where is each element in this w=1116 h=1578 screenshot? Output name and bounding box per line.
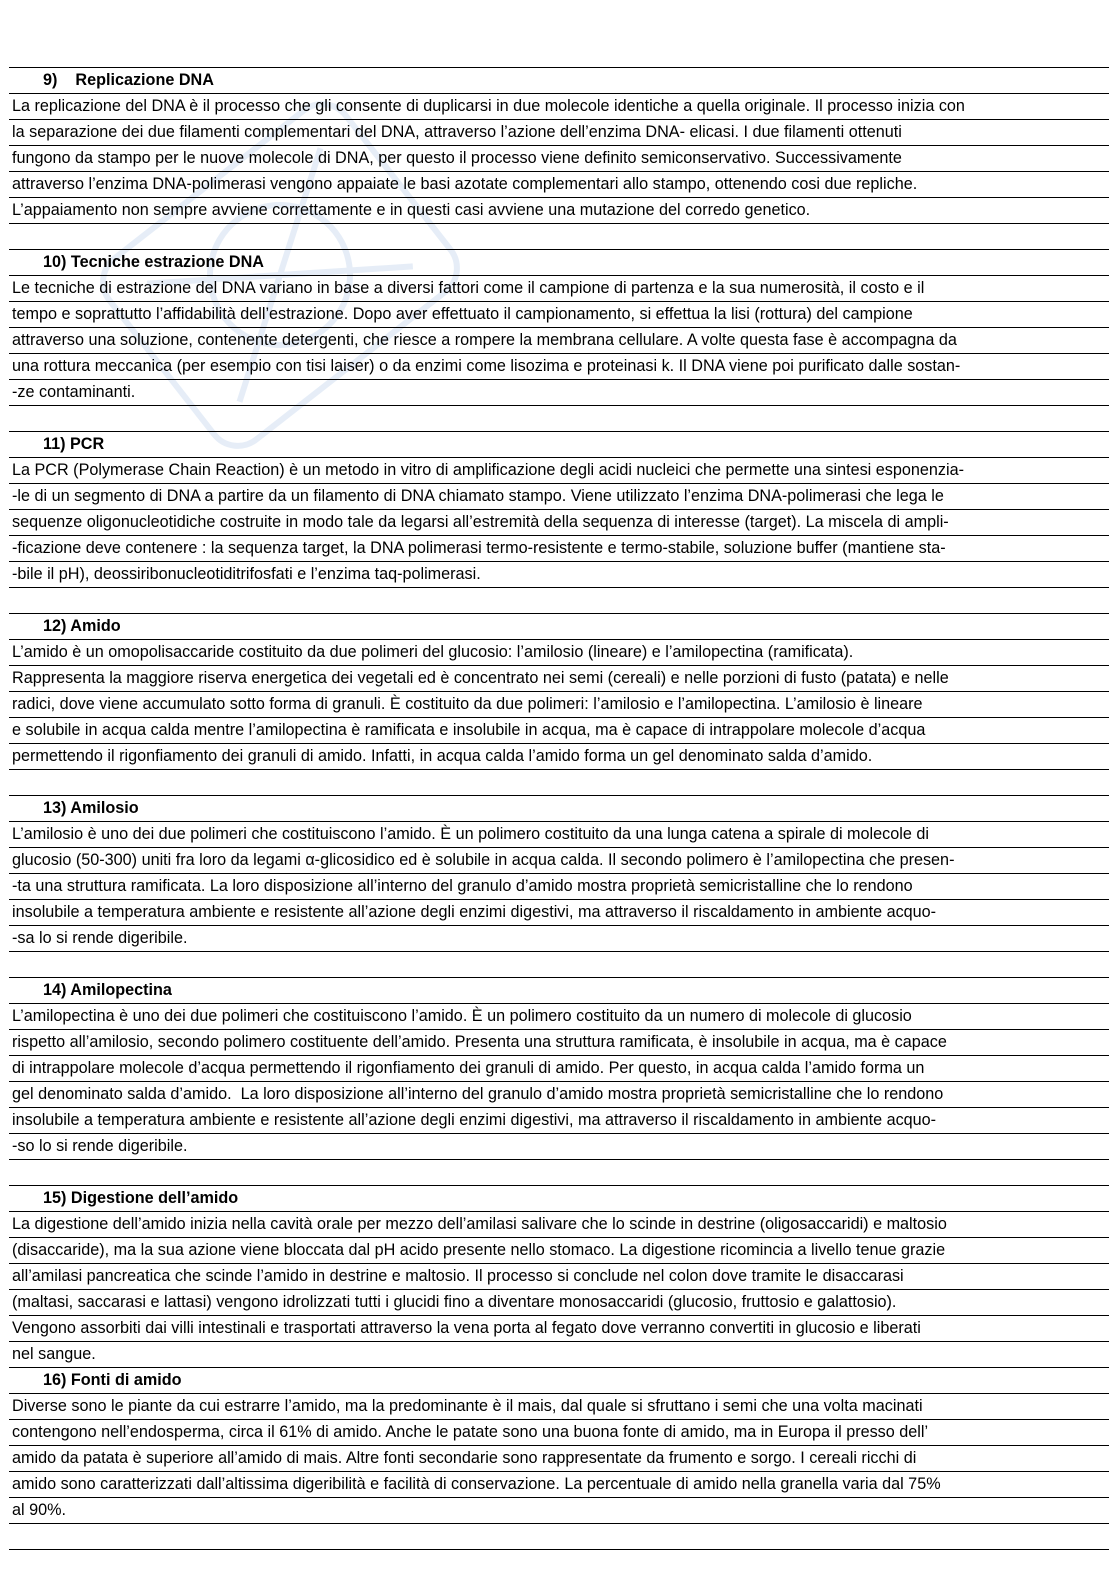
paragraph-line: attraverso una soluzione, contenente detergenti, che riesce a rompere la membrana cellulare. A volte questa fase è accompagna da bbox=[9, 327, 1109, 353]
paragraph-line: La replicazione del DNA è il processo che gli consente di duplicarsi in due molecole identiche a quella originale. Il processo inizia con bbox=[9, 93, 1109, 119]
paragraph-line: Vengono assorbiti dai villi intestinali e trasportati attraverso la vena porta al fegato dove verranno convertiti in glucosio e liberati bbox=[9, 1315, 1109, 1341]
blank-row bbox=[9, 223, 1109, 249]
paragraph-line: La digestione dell’amido inizia nella cavità orale per mezzo dell’amilasi salivare che lo scinde in destrine (oligosaccaridi) e maltosio bbox=[9, 1211, 1109, 1237]
paragraph-line: -sa lo si rende digeribile. bbox=[9, 925, 1109, 951]
paragraph-line: -ta una struttura ramificata. La loro disposizione all’interno del granulo d’amido mostra proprietà semicristalline che lo rendono bbox=[9, 873, 1109, 899]
paragraph-line: rispetto all’amilosio, secondo polimero costituente dell’amido. Presenta una struttura ramificata, è insolubile in acqua, ma è capace bbox=[9, 1029, 1109, 1055]
paragraph-line: -so lo si rende digeribile. bbox=[9, 1133, 1109, 1159]
paragraph-line: -bile il pH), deossiribonucleotiditrifosfati e l’enzima taq-polimerasi. bbox=[9, 561, 1109, 587]
paragraph-line: tempo e soprattutto l’affidabilità dell’estrazione. Dopo aver effettuato il campionamento, si effettua la lisi (rottura) del campione bbox=[9, 301, 1109, 327]
paragraph-line: fungono da stampo per le nuove molecole di DNA, per questo il processo viene definito semiconservativo. Successivamente bbox=[9, 145, 1109, 171]
paragraph-line: La PCR (Polymerase Chain Reaction) è un metodo in vitro di amplificazione degli acidi nucleici che permette una sintesi esponenzia- bbox=[9, 457, 1109, 483]
section-heading: 12) Amido bbox=[9, 613, 1109, 639]
section-heading: 15) Digestione dell’amido bbox=[9, 1185, 1109, 1211]
section-heading: 10) Tecniche estrazione DNA bbox=[9, 249, 1109, 275]
paragraph-line: insolubile a temperatura ambiente e resistente all’azione degli enzimi digestivi, ma attraverso il riscaldamento in ambiente acquo- bbox=[9, 899, 1109, 925]
blank-row bbox=[9, 769, 1109, 795]
table-bottom-border bbox=[9, 1549, 1109, 1550]
paragraph-line: L’appaiamento non sempre avviene correttamente e in questi casi avviene una mutazione del corredo genetico. bbox=[9, 197, 1109, 223]
paragraph-line: all’amilasi pancreatica che scinde l’amido in destrine e maltosio. Il processo si conclude nel colon dove tramite le disaccarasi bbox=[9, 1263, 1109, 1289]
paragraph-line: radici, dove viene accumulato sotto forma di granuli. È costituito da due polimeri: l’amilosio e l’amilopectina. L’amilosio è lineare bbox=[9, 691, 1109, 717]
paragraph-line: amido sono caratterizzati dall’altissima digeribilità e facilità di conservazione. La percentuale di amido nella granella varia dal 75% bbox=[9, 1471, 1109, 1497]
paragraph-line: una rottura meccanica (per esempio con tisi laiser) o da enzimi come lisozima e proteinasi k. Il DNA viene poi purificato dalle sostan- bbox=[9, 353, 1109, 379]
paragraph-line: gel denominato salda d’amido. La loro disposizione all’interno del granulo d’amido mostra proprietà semicristalline che lo rendono bbox=[9, 1081, 1109, 1107]
paragraph-line: (maltasi, saccarasi e lattasi) vengono idrolizzati tutti i glucidi fino a diventare monosaccaridi (glucosio, fruttosio e galattosio). bbox=[9, 1289, 1109, 1315]
section-heading: 13) Amilosio bbox=[9, 795, 1109, 821]
paragraph-line: -le di un segmento di DNA a partire da un filamento di DNA chiamato stampo. Viene utilizzato l’enzima DNA-polimerasi che lega le bbox=[9, 483, 1109, 509]
blank-row bbox=[9, 405, 1109, 431]
paragraph-line: di intrappolare molecole d’acqua permettendo il rigonfiamento dei granuli di amido. Per questo, in acqua calda l’amido forma un bbox=[9, 1055, 1109, 1081]
blank-row bbox=[9, 1159, 1109, 1185]
paragraph-line: nel sangue. bbox=[9, 1341, 1109, 1367]
paragraph-line: la separazione dei due filamenti complementari del DNA, attraverso l’azione dell’enzima DNA- elicasi. I due filamenti ottenuti bbox=[9, 119, 1109, 145]
paragraph-line: Le tecniche di estrazione del DNA variano in base a diversi fattori come il campione di partenza e la sua numerosità, il costo e il bbox=[9, 275, 1109, 301]
paragraph-line: (disaccaride), ma la sua azione viene bloccata dal pH acido presente nello stomaco. La digestione ricomincia a livello tenue grazie bbox=[9, 1237, 1109, 1263]
paragraph-line: Diverse sono le piante da cui estrarre l’amido, ma la predominante è il mais, dal quale si sfruttano i semi che una volta macinati bbox=[9, 1393, 1109, 1419]
section-heading: 11) PCR bbox=[9, 431, 1109, 457]
paragraph-line: attraverso l’enzima DNA-polimerasi vengono appaiate le basi azotate complementari allo stampo, ottenendo cosi due repliche. bbox=[9, 171, 1109, 197]
section-heading: 9) Replicazione DNA bbox=[9, 67, 1109, 93]
paragraph-line: glucosio (50-300) uniti fra loro da legami α-glicosidico ed è solubile in acqua calda. Il secondo polimero è l’amilopectina che presen- bbox=[9, 847, 1109, 873]
paragraph-line: insolubile a temperatura ambiente e resistente all’azione degli enzimi digestivi, ma attraverso il riscaldamento in ambiente acquo- bbox=[9, 1107, 1109, 1133]
paragraph-line: e solubile in acqua calda mentre l’amilopectina è ramificata e insolubile in acqua, ma è capace di intrappolare molecole d’acqua bbox=[9, 717, 1109, 743]
paragraph-line: contengono nell’endosperma, circa il 61% di amido. Anche le patate sono una buona fonte di amido, ma in Europa il presso dell’ bbox=[9, 1419, 1109, 1445]
section-heading: 14) Amilopectina bbox=[9, 977, 1109, 1003]
paragraph-line: L’amido è un omopolisaccaride costituito da due polimeri del glucosio: l’amilosio (lineare) e l’amilopectina (ramificata). bbox=[9, 639, 1109, 665]
paragraph-line: L’amilopectina è uno dei due polimeri che costituiscono l’amido. È un polimero costituito da un numero di molecole di glucosio bbox=[9, 1003, 1109, 1029]
blank-row bbox=[9, 1523, 1109, 1549]
paragraph-line: L’amilosio è uno dei due polimeri che costituiscono l’amido. È un polimero costituito da una lunga catena a spirale di molecole di bbox=[9, 821, 1109, 847]
paragraph-line: Rappresenta la maggiore riserva energetica dei vegetali ed è concentrato nei semi (cereali) e nelle porzioni di fusto (patata) e nelle bbox=[9, 665, 1109, 691]
blank-row bbox=[9, 587, 1109, 613]
section-heading: 16) Fonti di amido bbox=[9, 1367, 1109, 1393]
paragraph-line: -ficazione deve contenere : la sequenza target, la DNA polimerasi termo-resistente e termo-stabile, soluzione buffer (mantiene sta- bbox=[9, 535, 1109, 561]
paragraph-line: al 90%. bbox=[9, 1497, 1109, 1523]
paragraph-line: -ze contaminanti. bbox=[9, 379, 1109, 405]
blank-row bbox=[9, 951, 1109, 977]
paragraph-line: permettendo il rigonfiamento dei granuli di amido. Infatti, in acqua calda l’amido forma un gel denominato salda d’amido. bbox=[9, 743, 1109, 769]
paragraph-line: sequenze oligonucleotidiche costruite in modo tale da legarsi all’estremità della sequenza di interesse (target). La miscela di ampli- bbox=[9, 509, 1109, 535]
paragraph-line: amido da patata è superiore all’amido di mais. Altre fonti secondarie sono rappresentate da frumento e sorgo. I cereali ricchi di bbox=[9, 1445, 1109, 1471]
